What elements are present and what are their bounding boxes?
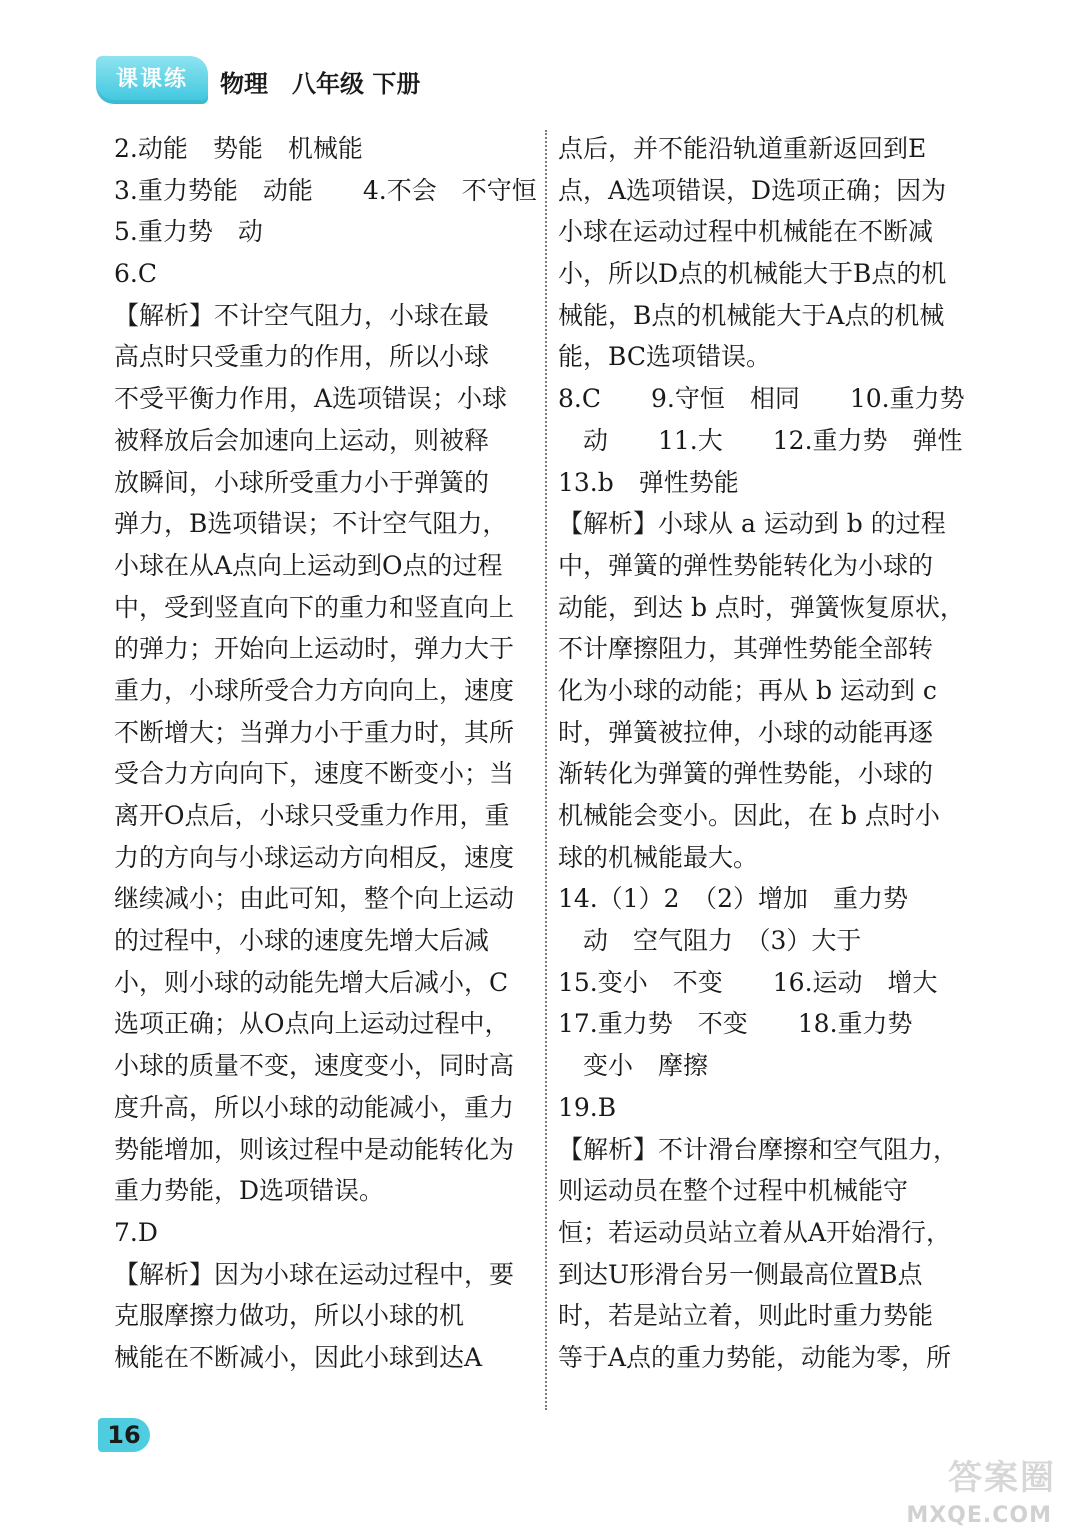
text-line: 6.C bbox=[114, 259, 157, 289]
text-line: 球的机械能最大。 bbox=[558, 842, 759, 872]
text-line: 恒；若运动员站立着从A开始滑行， bbox=[558, 1217, 952, 1247]
text-line: 小球在运动过程中机械能在不断减 bbox=[558, 217, 934, 247]
text-line: 不断增大；当弹力小于重力时，其所 bbox=[114, 717, 515, 747]
text-line: 小，所以D点的机械能大于B点的机 bbox=[558, 259, 947, 289]
text-line: 动 空气阻力 （3）大于 bbox=[558, 926, 862, 956]
text-line: 时，若是站立着，则此时重力势能 bbox=[558, 1301, 934, 1331]
text-line: 动能，到达 b 点时，弹簧恢复原状， bbox=[558, 592, 965, 622]
page-header bbox=[96, 56, 696, 108]
text-line: 【解析】不计滑台摩擦和空气阻力， bbox=[558, 1134, 959, 1164]
watermark-text: 答案圈 bbox=[948, 1458, 1056, 1498]
text-line: 械能在不断减小，因此小球到达A bbox=[114, 1342, 483, 1372]
text-line: 15.变小 不变 16.运动 增大 bbox=[558, 967, 938, 997]
text-line: 中，弹簧的弹性势能转化为小球的 bbox=[558, 550, 934, 580]
watermark bbox=[882, 1450, 1062, 1530]
text-line: 变小 摩擦 bbox=[558, 1051, 709, 1081]
text-line: 不计摩擦阻力，其弹性势能全部转 bbox=[558, 634, 934, 664]
text-line: 7.D bbox=[114, 1217, 158, 1247]
text-line: 5.重力势 动 bbox=[114, 217, 263, 247]
text-line: 小球的质量不变，速度变小，同时高 bbox=[114, 1051, 515, 1081]
text-line: 到达U形滑台另一侧最高位置B点 bbox=[558, 1259, 923, 1289]
text-line: 放瞬间，小球所受重力小于弹簧的 bbox=[114, 467, 490, 497]
left-column bbox=[114, 128, 537, 1379]
text-line: 中，受到竖直向下的重力和竖直向上 bbox=[114, 592, 515, 622]
text-line: 机械能会变小。因此，在 b 点时小 bbox=[558, 801, 940, 830]
text-line: 时，弹簧被拉伸，小球的动能再逐 bbox=[558, 717, 934, 747]
text-line: 3.重力势能 动能 4.不会 不守恒 bbox=[114, 175, 537, 205]
right-column bbox=[558, 128, 978, 1379]
text-line: 械能，B点的机械能大于A点的机械 bbox=[558, 300, 945, 330]
text-line: 克服摩擦力做功，所以小球的机 bbox=[114, 1301, 465, 1331]
page-number: 16 bbox=[98, 1418, 150, 1452]
text-line: 点后，并不能沿轨道重新返回到E bbox=[558, 134, 927, 163]
column-divider bbox=[545, 130, 547, 1410]
text-line: 则运动员在整个过程中机械能守 bbox=[558, 1176, 909, 1206]
text-line: 等于A点的重力势能，动能为零，所 bbox=[558, 1342, 952, 1372]
text-line: 度升高，所以小球的动能减小，重力 bbox=[114, 1092, 515, 1122]
text-line: 【解析】小球从 a 运动到 b 的过程 bbox=[558, 509, 946, 539]
watermark-url: MXQE.COM bbox=[906, 1503, 1052, 1528]
text-line: 弹力，B选项错误；不计空气阻力， bbox=[114, 509, 508, 539]
book-logo: 课课练 bbox=[96, 56, 208, 104]
text-line: 17.重力势 不变 18.重力势 bbox=[558, 1009, 913, 1039]
text-line: 渐转化为弹簧的弹性势能，小球的 bbox=[558, 759, 934, 789]
text-line: 的过程中，小球的速度先增大后减 bbox=[114, 926, 490, 956]
text-line: 13.b 弹性势能 bbox=[558, 467, 739, 497]
text-line: 受合力方向向下，速度不断变小；当 bbox=[114, 759, 515, 789]
text-line: 重力，小球所受合力方向向上，速度 bbox=[114, 675, 515, 705]
text-line: 力的方向与小球运动方向相反，速度 bbox=[114, 842, 515, 872]
text-line: 【解析】不计空气阻力，小球在最 bbox=[114, 300, 490, 330]
text-line: 离开O点后，小球只受重力作用，重 bbox=[114, 801, 510, 830]
text-line: 点，A选项错误，D选项正确；因为 bbox=[558, 175, 947, 205]
text-line: 14.（1）2 （2）增加 重力势 bbox=[558, 884, 908, 914]
text-line: 动 11.大 12.重力势 弹性 bbox=[558, 425, 963, 455]
text-line: 化为小球的动能；再从 b 运动到 c bbox=[558, 675, 937, 705]
text-line: 不受平衡力作用，A选项错误；小球 bbox=[114, 384, 508, 414]
text-line: 继续减小；由此可知，整个向上运动 bbox=[114, 884, 515, 914]
text-line: 高点时只受重力的作用，所以小球 bbox=[114, 342, 490, 372]
text-line: 势能增加，则该过程中是动能转化为 bbox=[114, 1134, 515, 1164]
text-line: 2.动能 势能 机械能 bbox=[114, 134, 363, 163]
header-title: 物理 八年级 下册 bbox=[220, 70, 421, 98]
text-line: 小球在从A点向上运动到O点的过程 bbox=[114, 550, 503, 580]
text-line: 19.B bbox=[558, 1092, 617, 1122]
text-line: 【解析】因为小球在运动过程中，要 bbox=[114, 1259, 515, 1289]
text-line: 能，BC选项错误。 bbox=[558, 342, 771, 372]
text-line: 8.C 9.守恒 相同 10.重力势 bbox=[558, 384, 965, 414]
text-line: 的弹力；开始向上运动时，弹力大于 bbox=[114, 634, 515, 664]
text-line: 小，则小球的动能先增大后减小，C bbox=[114, 967, 509, 997]
text-line: 重力势能，D选项错误。 bbox=[114, 1176, 385, 1206]
text-line: 被释放后会加速向上运动，则被释 bbox=[114, 425, 490, 455]
text-line: 选项正确；从O点向上运动过程中， bbox=[114, 1009, 510, 1039]
